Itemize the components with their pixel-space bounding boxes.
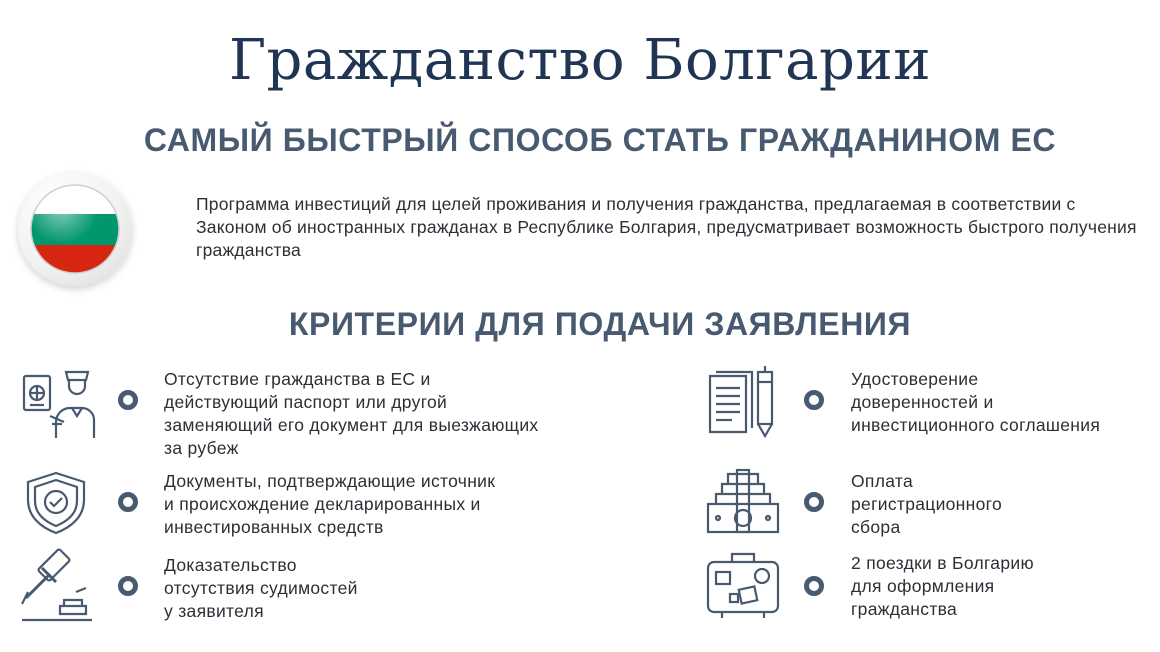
shield-check-icon xyxy=(22,470,90,536)
money-stack-icon xyxy=(706,468,780,536)
document-pen-icon xyxy=(706,364,780,438)
bullet-marker xyxy=(118,492,138,512)
bullet-marker xyxy=(804,492,824,512)
criterion-text: Доказательство отсутствия судимостей у заявителя xyxy=(164,555,358,621)
bulgaria-flag-icon xyxy=(28,182,122,276)
bullet-marker xyxy=(804,390,824,410)
criterion-text: Удостоверение доверенностей и инвестиционного соглашения xyxy=(851,369,1101,435)
criterion-text: Отсутствие гражданства в ЕС и действующий паспорт или другой заменяющий его документ для выезжающих за рубеж xyxy=(164,369,539,458)
bullet-marker xyxy=(118,576,138,596)
criteria-heading: КРИТЕРИИ ДЛЯ ПОДАЧИ ЗАЯВЛЕНИЯ xyxy=(288,306,912,342)
bullet-marker xyxy=(804,576,824,596)
criterion-text: Оплата регистрационного сбора xyxy=(851,471,1002,537)
criterion-text: 2 поездки в Болгарию для оформления гражданства xyxy=(851,553,1034,619)
page-subtitle: САМЫЙ БЫСТРЫЙ СПОСОБ СТАТЬ ГРАЖДАНИНОМ ЕС xyxy=(143,122,1057,158)
bulgaria-flag-badge xyxy=(18,172,132,286)
criterion-text: Документы, подтверждающие источник и происхождение декларированных и инвестированных средств xyxy=(164,471,496,537)
passport-officer-icon xyxy=(22,366,96,440)
intro-text: Программа инвестиций для целей проживания и получения гражданства, предлагаемая в соответствии с Законом об иностранных гражданах в Республике Болгария, предусматривает возможность быстрого получения гражданства xyxy=(196,194,1137,260)
page-title: Гражданство Болгарии xyxy=(228,28,932,93)
gavel-icon xyxy=(20,548,94,624)
suitcase-icon xyxy=(706,550,780,620)
bullet-marker xyxy=(118,390,138,410)
